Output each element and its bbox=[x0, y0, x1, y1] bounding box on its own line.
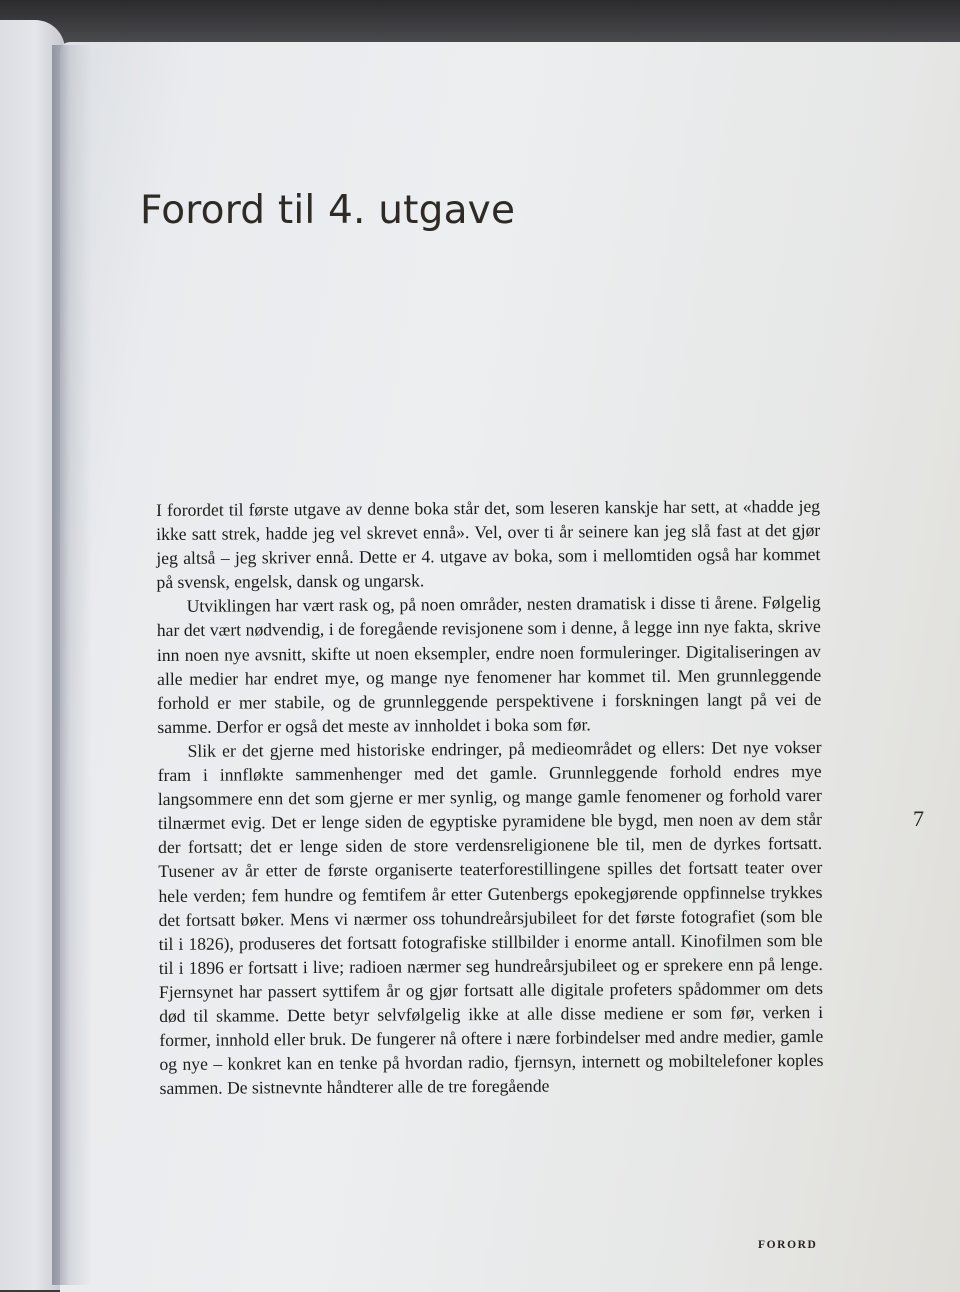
paragraph-3: Slik er det gjerne med historiske endringer, på medieområdet og ellers: Det nye vokser fram i innfløkte sammenhenger med det gamle. Grunnleggende forhold endres mye langsommere enn det som gjerne er mer synlig, og mange gamle fenomener og forhold varer tilnærmet evig. Det er lenge siden de egyptiske pyramidene ble bygd, men noen av dem står der fortsatt; det er lenge siden de store verdensreligionene ble til, men de dyrkes fortsatt. Tusener av år etter de første organiserte teaterforestillingene spilles det fortsatt teater over hele verden; fem hundre og femtifem år etter Gutenbergs epokegjørende oppfinnelse trykkes det fortsatt bøker. Mens vi nærmer oss tohundreårsjubileet for det første fotografiet (som ble til i 1826), produseres det fortsatt fotografiske stillbilder i enorme antall. Kinofilmen som ble til i 1896 er fortsatt i live; radioen nærmer seg hundreårsjubileet og er sprekere enn på lenge. Fjernsynet har passert syttifem år og gjør fortsatt alle digitale profeters spådommer om dets død til skamme. Dette betyr selvfølgelig ikke at alle disse mediene er som før, verken i former, innhold eller bruk. De fungerer nå oftere i nære forbindelser med andre medier, gamle og nye – konkret kan en tenke på hvordan radio, fjernsyn, internett og mobiltelefoner koples sammen. De sistnevnte håndterer alle de tre foregående bbox=[157, 736, 824, 1099]
book-page bbox=[60, 42, 960, 1292]
spine-shadow bbox=[52, 45, 92, 1285]
running-footer: FORORD bbox=[758, 1239, 818, 1251]
paragraph-1: I forordet til første utgave av denne boka står det, som leseren kanskje har sett, at «hadde jeg ikke satt strek, hadde jeg vel skrevet ennå». Vel, over ti år seinere kan jeg slå fast at det gjør jeg altså – jeg skriver ennå. Dette er 4. utgave av boka, som i mellomtiden også har kommet på svensk, engelsk, dansk og ungarsk. bbox=[156, 495, 821, 593]
left-page-bleed-through bbox=[0, 680, 40, 1100]
body-text bbox=[156, 494, 824, 1100]
chapter-title: Forord til 4. utgave bbox=[140, 188, 516, 233]
page-number: 7 bbox=[913, 806, 924, 831]
paragraph-2: Utviklingen har vært rask og, på noen områder, nesten dramatisk i disse ti årene. Følgelig har det vært nødvendig, i de foregående revisjonene som i denne, å legge inn nye fakta, skrive inn noen nye avsnitt, skifte ut noen eksempler, endre noen formuleringer. Digitaliseringen av alle medier har endret mye, og mange nye fenomener har kommet til. Men grunnleggende forhold er mer stabile, og de grunnleggende perspektivene i forskningen langt på vei de samme. Derfor er også det meste av innholdet i boka som før. bbox=[156, 592, 822, 737]
reverse-page-bleed-through bbox=[820, 192, 940, 512]
